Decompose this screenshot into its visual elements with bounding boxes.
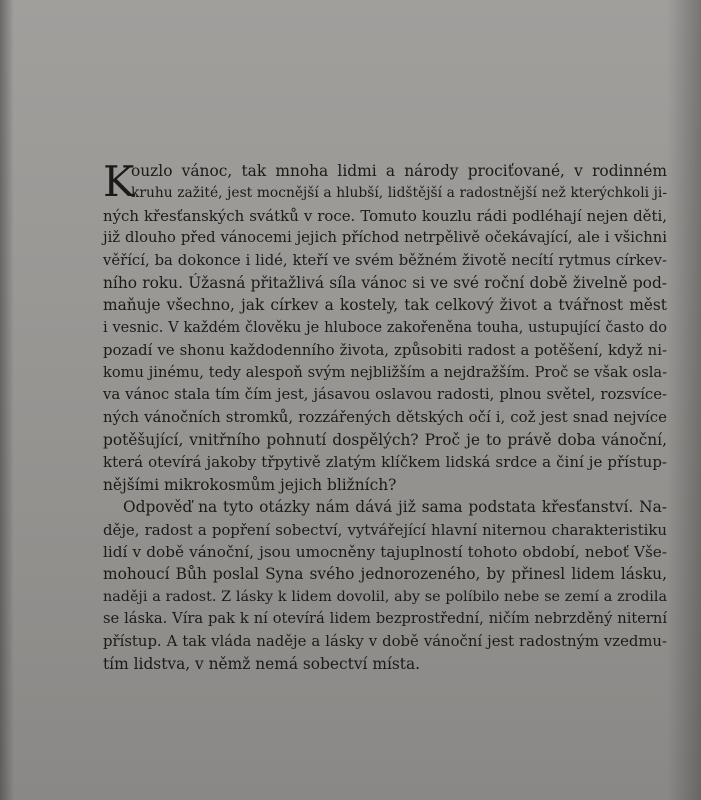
paragraph-1 (103, 157, 667, 496)
text-line: ných vánočních stromků, rozzářených dětských očí i, což jest snad nejvíce (103, 408, 667, 427)
text-line: komu jinému, tedy alespoň svým nejbližším a nejdražším. Proč se však osla- (103, 363, 667, 381)
text-line: maňuje všechno, jak církev a kostely, tak celkový život a tvářnost měst (103, 296, 667, 315)
page-shadow-right (667, 0, 701, 800)
text-line: tím lidstva, v němž nemá sobectví místa. (103, 654, 421, 673)
text-line: Odpověď na tyto otázky nám dává již sama podstata křesťanství. Na- (123, 498, 667, 517)
text-line: i vesnic. V každém člověku je hluboce zakořeněna touha, ustupující často do (103, 319, 667, 336)
text-line: ního roku. Úžasná přitažlivá síla vánoc si ve své roční době živelně pod- (103, 274, 667, 293)
text-line: potěšující, vnitřního pohnutí dospělých? Proč je to právě doba vánoční, (103, 430, 667, 449)
text-line: již dlouho před vánocemi jejich příchod netrpělivě očekávající, ale i všichni (103, 229, 667, 247)
text-line: lidí v době vánoční, jsou umocněny tajuplností tohoto období, neboť Vše- (103, 542, 667, 561)
text-line: va vánoc stala tím čím jest, jásavou oslavou radosti, plnou světel, rozsvíce- (103, 386, 667, 404)
text-line: naději a radost. Z lásky k lidem dovolil, aby se políbilo nebe se zemí a zrodila (103, 588, 667, 605)
text-line: pozadí ve shonu každodenního života, způsobiti radost a potěšení, když ni- (103, 341, 667, 360)
page-shadow-left (0, 0, 14, 800)
text-line: věřící, ba dokonce i lidé, kteří ve svém běžném životě necítí rytmus církev- (103, 251, 667, 269)
paragraph-2 (103, 496, 667, 675)
drop-cap: K (103, 157, 135, 206)
text-line: kruhu zažité, jest mocnější a hlubší, lidštější a radostnější než kterýchkoli ji- (131, 185, 667, 202)
text-line: ných křesťanských svátků v roce. Tomuto kouzlu rádi podléhají nejen děti, (103, 206, 667, 225)
text-line: se láska. Víra pak k ní otevírá lidem bezprostřední, ničím nebrzděný niterní (103, 610, 667, 628)
text-line: ouzlo vánoc, tak mnoha lidmi a národy prociťované, v rodinném (131, 162, 667, 180)
text-line: mohoucí Bůh poslal Syna svého jednorozeného, by přinesl lidem lásku, (103, 565, 667, 584)
text-line: přístup. A tak vláda naděje a lásky v době vánoční jest radostným vzedmu- (103, 632, 667, 650)
text-line: nějšími mikrokosmům jejich bližních? (103, 475, 397, 494)
text-line: děje, radost a popření sobectví, vytvářející hlavní niternou charakteristiku (103, 520, 667, 539)
text-line: která otevírá jakoby třpytivě zlatým klíčkem lidská srdce a činí je přístup- (103, 453, 667, 472)
body-text (103, 157, 667, 675)
